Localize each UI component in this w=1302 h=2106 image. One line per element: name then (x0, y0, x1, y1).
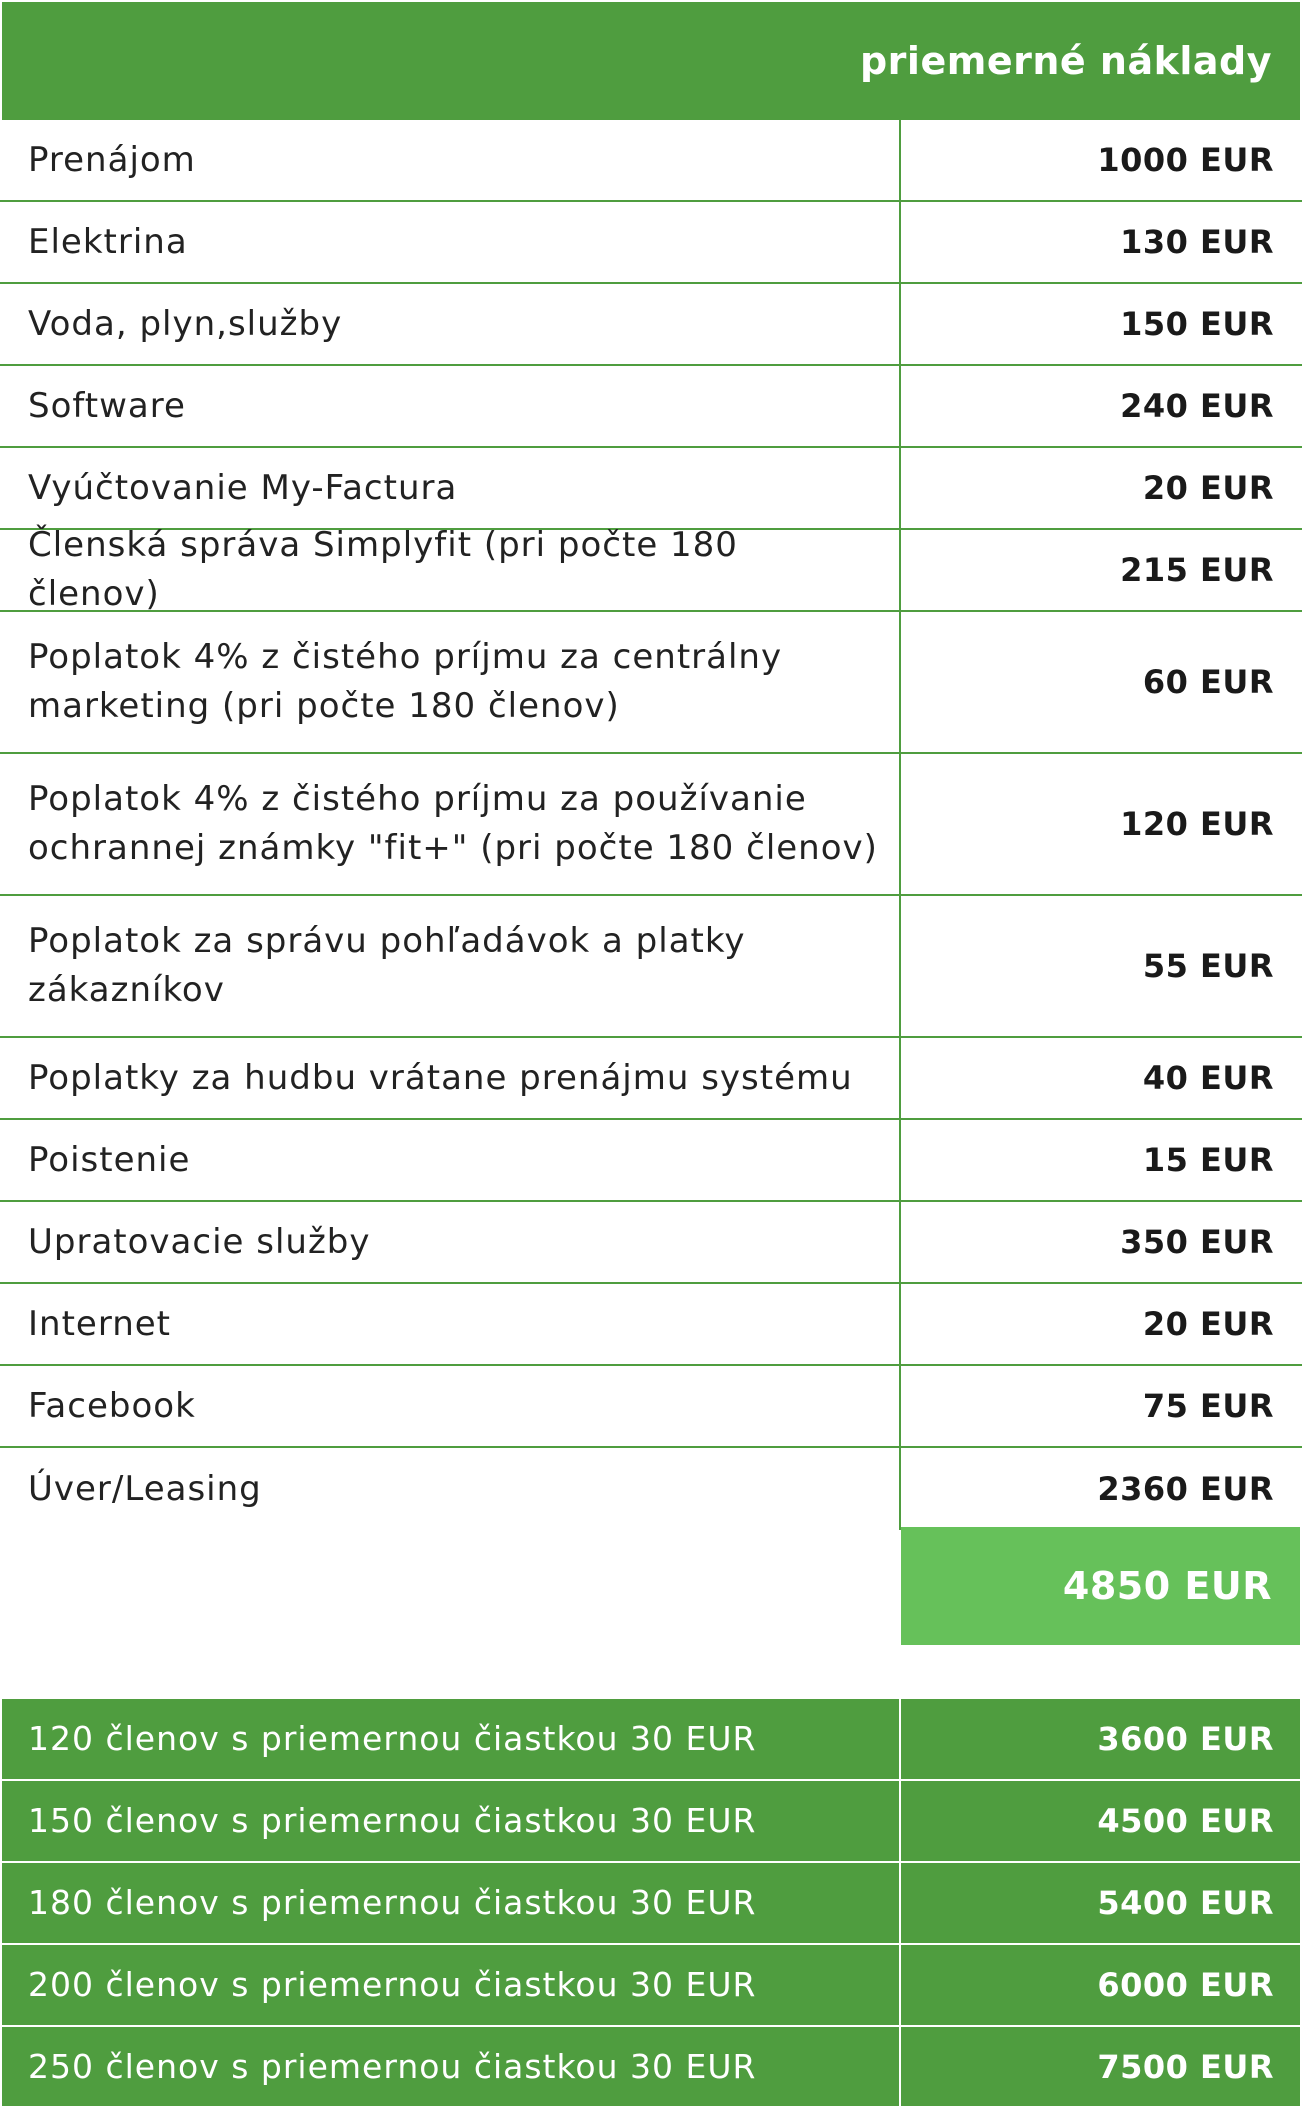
column-divider (899, 896, 901, 1036)
revenue-table (2, 1699, 1300, 2106)
revenue-row (2, 1863, 1300, 1943)
cost-label: Poplatky za hudbu vrátane prenájmu systému (28, 1057, 853, 1098)
cost-value: 1000 EUR (1097, 141, 1274, 179)
cost-label: Vyúčtovanie My-Factura (28, 467, 458, 508)
cost-label: Internet (28, 1303, 172, 1344)
column-divider (899, 202, 901, 282)
column-divider (899, 1038, 901, 1118)
cost-row (0, 1448, 1302, 1530)
cost-row (0, 1366, 1302, 1448)
cost-label: Poistenie (28, 1139, 191, 1180)
cost-label: Poplatok 4% z čistého príjmu za centrálny marketing (pri počte 180 členov) (28, 637, 783, 726)
revenue-row (2, 1945, 1300, 2025)
revenue-value: 4500 EUR (1097, 1802, 1274, 1840)
revenue-label: 180 členov s priemernou čiastkou 30 EUR (28, 1883, 757, 1922)
cost-value: 60 EUR (1142, 663, 1274, 701)
cost-row (0, 896, 1302, 1038)
revenue-label: 150 členov s priemernou čiastkou 30 EUR (28, 1801, 757, 1840)
cost-value: 2360 EUR (1097, 1470, 1274, 1508)
cost-value: 215 EUR (1120, 551, 1274, 589)
revenue-value: 7500 EUR (1097, 2048, 1274, 2086)
revenue-label: 200 členov s priemernou čiastkou 30 EUR (28, 1965, 757, 2004)
cost-row (0, 525, 1302, 614)
cost-value: 75 EUR (1142, 1387, 1274, 1425)
column-divider (899, 1945, 901, 2025)
column-divider (899, 1781, 901, 1861)
revenue-label: 120 členov s priemernou čiastkou 30 EUR (28, 1719, 757, 1758)
cost-row (0, 612, 1302, 754)
cost-value: 240 EUR (1120, 387, 1274, 425)
cost-value: 150 EUR (1120, 305, 1274, 343)
cost-value: 120 EUR (1120, 805, 1274, 843)
revenue-value: 5400 EUR (1097, 1884, 1274, 1922)
cost-label: Členská správa Simplyfit (pri počte 180 členov) (28, 525, 738, 614)
cost-row (0, 366, 1302, 448)
cost-label: Poplatok 4% z čistého príjmu za používanie ochrannej známky "fit+" (pri počte 180 členov) (28, 779, 878, 868)
column-divider (899, 754, 901, 894)
cost-row (0, 1284, 1302, 1366)
cost-label: Voda, plyn,služby (28, 303, 343, 344)
column-divider (899, 284, 901, 364)
cost-label: Poplatok za správu pohľadávok a platky zákazníkov (28, 921, 746, 1010)
cost-label: Elektrina (28, 221, 188, 262)
revenue-label: 250 členov s priemernou čiastkou 30 EUR (28, 2047, 757, 2086)
total-value: 4850 EUR (1062, 1564, 1272, 1608)
table-header (2, 2, 1300, 120)
revenue-row (2, 1781, 1300, 1861)
column-divider (899, 1366, 901, 1446)
cost-value: 15 EUR (1142, 1141, 1274, 1179)
header-title: priemerné náklady (859, 39, 1272, 83)
cost-row (0, 120, 1302, 202)
cost-value: 20 EUR (1142, 1305, 1274, 1343)
cost-row (0, 202, 1302, 284)
cost-row (0, 284, 1302, 366)
column-divider (899, 120, 901, 200)
cost-row (0, 1038, 1302, 1120)
cost-label: Upratovacie služby (28, 1221, 371, 1262)
cost-value: 350 EUR (1120, 1223, 1274, 1261)
column-divider (899, 530, 901, 610)
cost-label: Facebook (28, 1385, 196, 1426)
column-divider (899, 1448, 901, 1530)
total-box (901, 1527, 1300, 1645)
column-divider (899, 612, 901, 752)
column-divider (899, 1120, 901, 1200)
column-divider (899, 448, 901, 528)
cost-value: 40 EUR (1142, 1059, 1274, 1097)
cost-row (0, 1202, 1302, 1284)
cost-row (0, 1120, 1302, 1202)
revenue-value: 3600 EUR (1097, 1720, 1274, 1758)
cost-row (0, 754, 1302, 896)
cost-label: Prenájom (28, 139, 196, 180)
column-divider (899, 1202, 901, 1282)
revenue-value: 6000 EUR (1097, 1966, 1274, 2004)
column-divider (899, 1284, 901, 1364)
revenue-row (2, 1699, 1300, 1779)
cost-value: 20 EUR (1142, 469, 1274, 507)
column-divider (899, 2027, 901, 2106)
cost-value: 55 EUR (1142, 947, 1274, 985)
column-divider (899, 1863, 901, 1943)
column-divider (899, 1699, 901, 1779)
cost-label: Software (28, 385, 186, 426)
cost-row (0, 448, 1302, 530)
cost-table (0, 120, 1302, 1530)
revenue-row (2, 2027, 1300, 2106)
cost-label: Úver/Leasing (28, 1468, 262, 1509)
cost-value: 130 EUR (1120, 223, 1274, 261)
column-divider (899, 366, 901, 446)
